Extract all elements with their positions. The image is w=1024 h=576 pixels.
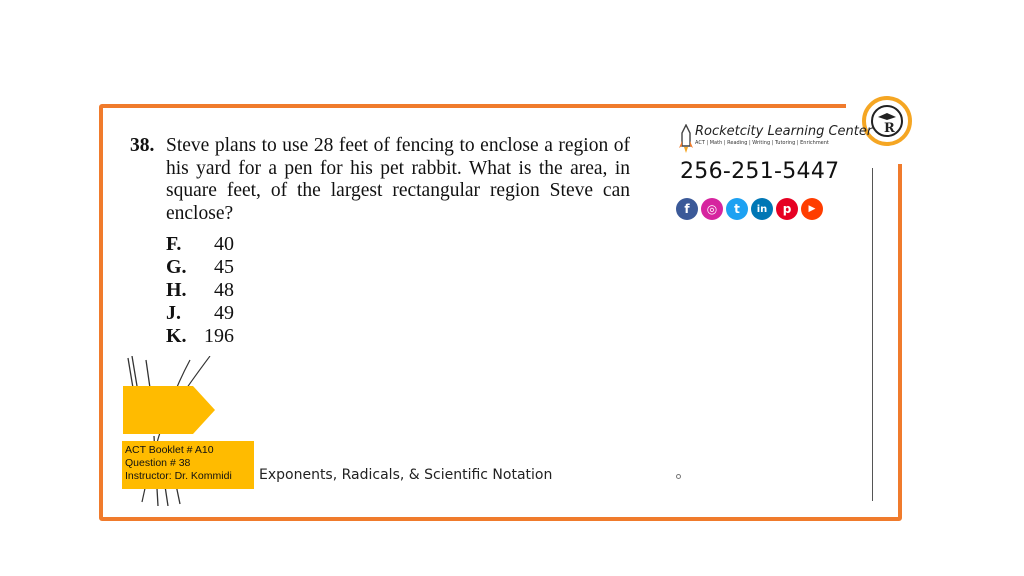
facebook-icon[interactable]: f	[676, 198, 698, 220]
arrow-tag-shape	[123, 386, 215, 434]
choice-f[interactable]: F. 40	[166, 233, 234, 255]
instagram-icon[interactable]: ◎	[701, 198, 723, 220]
svg-text:R: R	[884, 121, 895, 136]
social-links	[676, 198, 823, 220]
pinterest-icon[interactable]: p	[776, 198, 798, 220]
booklet-info-box	[122, 441, 254, 489]
brand-tagline: ACT | Math | Reading | Writing | Tutoring | Enrichment	[695, 140, 829, 146]
question-number: 38.	[130, 135, 155, 156]
answer-choices	[166, 233, 234, 348]
booklet-label: ACT Booklet # A10	[125, 444, 214, 456]
choice-h[interactable]: H. 48	[166, 279, 234, 301]
dot-mark	[676, 474, 681, 479]
question-label: Question # 38	[125, 457, 191, 469]
divider-line	[872, 168, 873, 501]
rocket-icon	[679, 124, 693, 154]
choice-k[interactable]: K. 196	[166, 325, 234, 347]
brand-name: Rocketcity Learning Center	[695, 124, 873, 139]
choice-g[interactable]: G. 45	[166, 256, 234, 278]
topic-title: Exponents, Radicals, & Scientific Notation	[259, 467, 553, 483]
linkedin-icon[interactable]: in	[751, 198, 773, 220]
question-text: Steve plans to use 28 feet of fencing to enclose a region of his yard for a pen for his pet rabbit. What is the area, in square feet, of the largest rectangular region Steve can enclose?	[166, 135, 630, 224]
instructor-label: Instructor: Dr. Kommidi	[125, 470, 232, 482]
twitter-icon[interactable]: t	[726, 198, 748, 220]
youtube-icon[interactable]: ▶	[801, 198, 823, 220]
brand-logo	[679, 124, 872, 154]
choice-j[interactable]: J. 49	[166, 302, 234, 324]
phone-number: 256-251-5447	[680, 159, 840, 184]
